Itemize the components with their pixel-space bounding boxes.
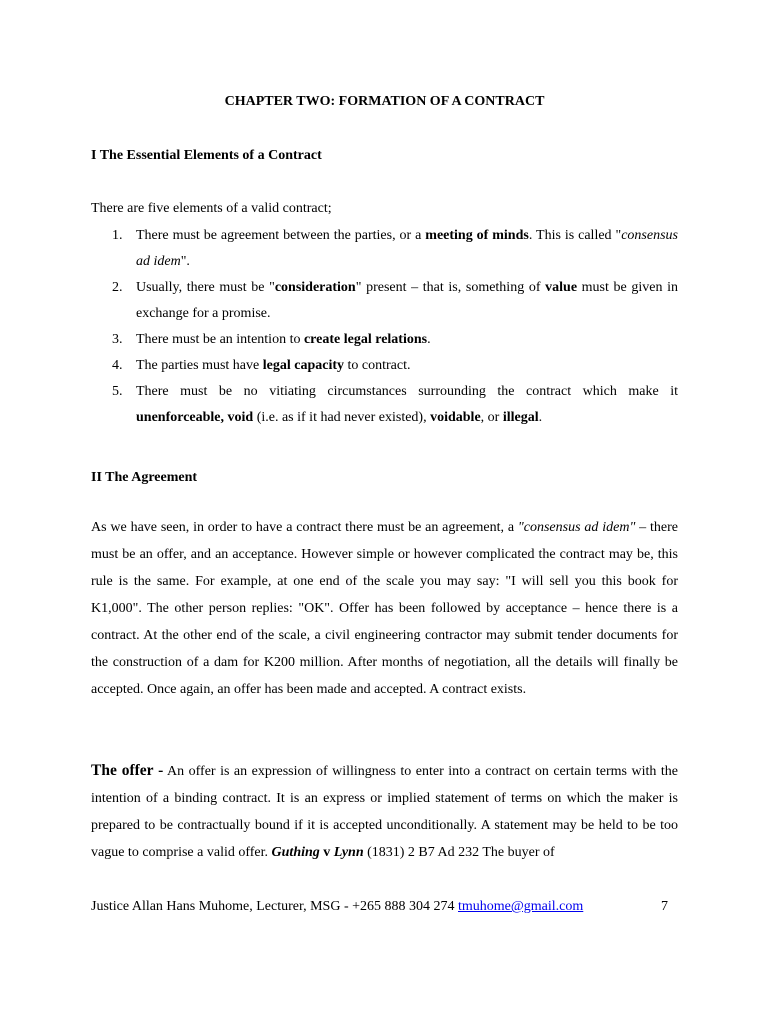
list-item: 5. There must be no vitiating circumstances surrounding the contract which make it unenforceable, void (i.e. as if it had never existed), voidable, or illegal. xyxy=(112,384,678,425)
list-intro: There are five elements of a valid contract; xyxy=(91,201,332,216)
section-heading-essential-elements: I The Essential Elements of a Contract xyxy=(91,148,322,163)
offer-lead-term: The offer - xyxy=(91,762,164,779)
chapter-title: CHAPTER TWO: FORMATION OF A CONTRACT xyxy=(224,94,545,109)
page-number: 7 xyxy=(661,899,668,914)
section-heading-agreement: II The Agreement xyxy=(91,470,198,485)
footer-email-link[interactable]: tmuhome@gmail.com xyxy=(458,899,584,914)
footer-author: Justice Allan Hans Muhome, Lecturer, MSG - +265 888 304 274 xyxy=(91,899,459,914)
list-item: 2. Usually, there must be "consideration" present – that is, something of value must be given in exchange for a promise. xyxy=(112,280,679,321)
page-footer xyxy=(91,898,678,916)
list-item: 3. There must be an intention to create legal relations. xyxy=(112,332,431,347)
elements-list xyxy=(91,223,678,431)
list-item: 1. There must be agreement between the parties, or a meeting of minds. This is called "consensus ad idem". xyxy=(112,228,678,269)
offer-paragraph: The offer - An offer is an expression of willingness to enter into a contract on certain terms with the intention of a binding contract. It is an express or implied statement of terms on which the maker is prepared to be contractually bound if it is accepted unconditionally. A statement may be held to be too vague to comprise a valid offer. Guthing v Lynn (1831) 2 B7 Ad 232 The buyer of xyxy=(91,762,678,860)
agreement-paragraph: As we have seen, in order to have a contract there must be an agreement, a "consensus ad idem" – there must be an offer, and an acceptance. However simple or however complicated the contract may be, this rule is the same. For example, at one end of the scale you may say: "I will sell you this book for K1,000". The other person replies: "OK". Offer has been followed by acceptance – hence there is a contract. At the other end of the scale, a civil engineering contractor may submit tender documents for the construction of a dam for K200 million. After months of negotiation, all the details will finally be accepted. Once again, an offer has been made and accepted. A contract exists. xyxy=(91,520,678,697)
list-item: 4. The parties must have legal capacity to contract. xyxy=(112,358,411,373)
